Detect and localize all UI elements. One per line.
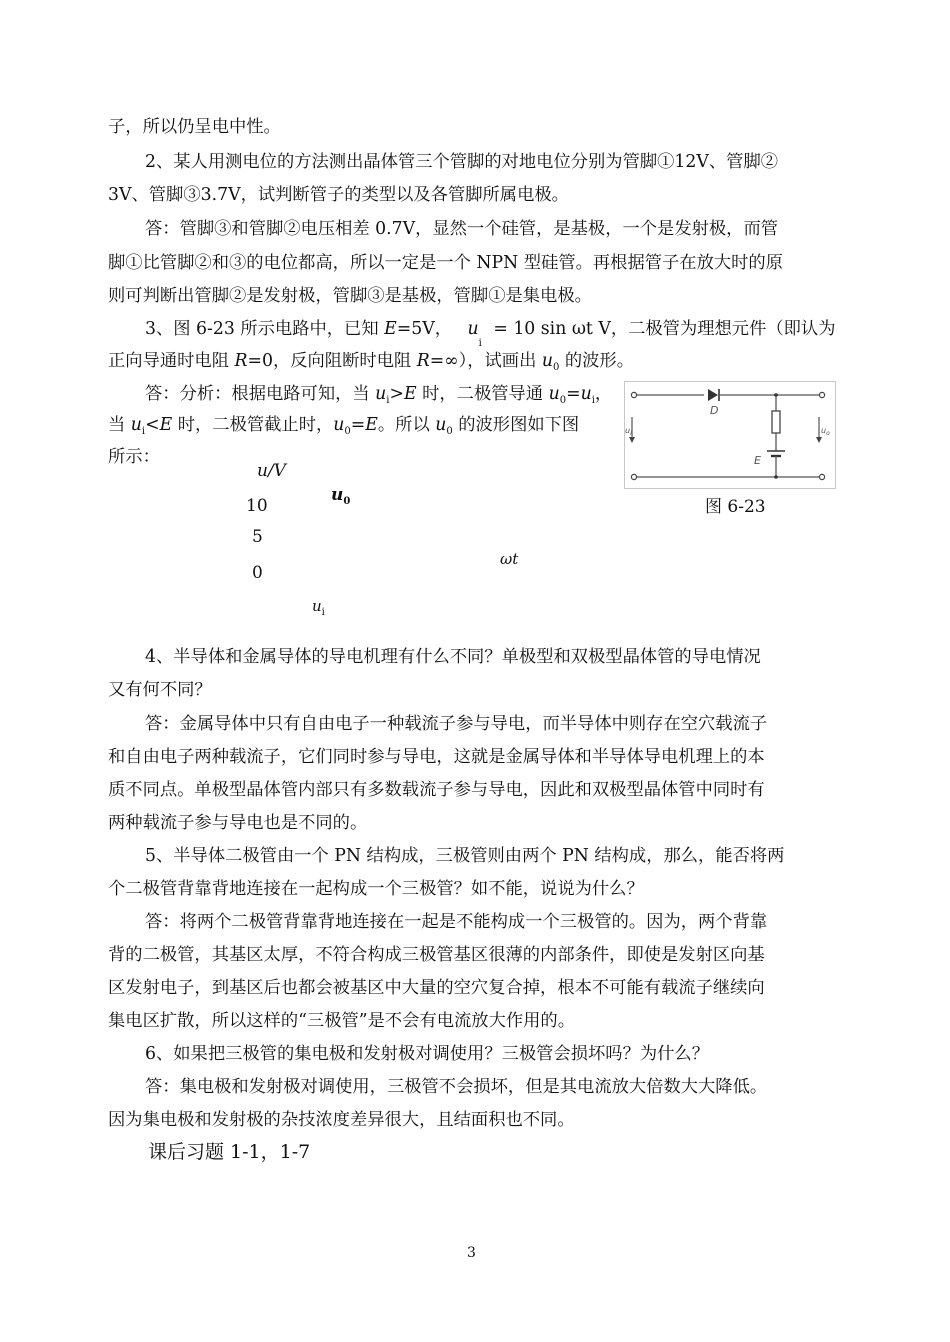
graph-tick-0: 0 xyxy=(252,563,263,583)
answer-6-line-1: 答：集电极和发射极对调使用，三极管不会损坏，但是其电流放大倍数大大降低。 xyxy=(145,1077,768,1097)
diode-symbol xyxy=(708,389,718,401)
answer-2-line-3: 则可判断出管脚②是发射极，管脚③是基极，管脚①是集电极。 xyxy=(108,286,592,306)
formula: = 10 sin ωt xyxy=(493,319,593,339)
question-2-line-1: 2、某人用测电位的方法测出晶体管三个管脚的对地电位分别为管脚①12V、管脚② xyxy=(145,152,779,172)
graph-omega-t-label: ωt xyxy=(500,550,519,568)
answer-5-line-2: 背的二极管，其基区太厚，不符合构成三极管基区很薄的内部条件，即使是发射区向基 xyxy=(108,945,765,965)
terminal-in-top xyxy=(631,392,636,397)
answer-4-line-2: 和自由电子两种载流子，它们同时参与导电，这就是金属导体和半导体导电机理上的本 xyxy=(108,747,765,767)
answer-5-line-1: 答：将两个二极管背靠背地连接在一起是不能构成一个三极管的。因为，两个背靠 xyxy=(145,912,768,932)
question-5-line-1: 5、半导体二极管由一个 PN 结构成，三极管则由两个 PN 结构成，那么，能否将两 xyxy=(145,846,785,866)
answer-3-line-2: 当 $u_i<E$ 时，二极管截止时，$u_0=E$。所以 $u_0$ 的波形图如下图 xyxy=(108,415,580,437)
figure-caption: 图 6-23 xyxy=(705,497,766,517)
circuit-diagram xyxy=(624,381,836,489)
answer-4-line-3: 质不同点。单极型晶体管内部只有多数载流子参与导电，因此和双极型晶体管中同时有 xyxy=(108,780,765,800)
page-number: 3 xyxy=(467,1245,476,1261)
resistor-symbol xyxy=(772,411,780,433)
terminal-out-bottom xyxy=(819,474,824,479)
graph-u0-label: $u_0$ xyxy=(331,485,351,507)
junction-dot-top xyxy=(774,393,778,397)
homework-line: 课后习题 1-1，1-7 xyxy=(148,1141,311,1163)
answer-6-line-2: 因为集电极和发射极的杂技浓度差异很大，且结面积也不同。 xyxy=(108,1110,575,1130)
answer-3-line-1: 答：分析：根据电路可知，当 $u_i>E$ 时，二极管导通 $u_0=u_i$， xyxy=(145,384,613,406)
question-3-line-2: 正向导通时电阻 R=0，反向阻断时电阻 R=∞），试画出 $u_0$ 的波形。 xyxy=(108,351,634,373)
output-voltage-label: $u_o$ xyxy=(821,426,830,437)
terminal-in-bottom xyxy=(631,474,636,479)
answer-3-line-3: 所示： xyxy=(108,447,160,467)
graph-ui-label: $u_i$ xyxy=(312,597,325,618)
answer-2-line-1: 答：管脚③和管脚②电压相差 0.7V，显然一个硅管，是基极，一个是发射极，而管 xyxy=(145,219,779,239)
graph-y-axis-label: u/V xyxy=(257,461,286,481)
junction-dot-bottom xyxy=(774,475,778,479)
arrow-ui-head xyxy=(629,437,635,443)
terminal-out-top xyxy=(819,392,824,397)
question-6-line-1: 6、如果把三极管的集电极和发射极对调使用？三极管会损坏吗？为什么？ xyxy=(145,1044,709,1064)
answer-5-line-4: 集电区扩散，所以这样的“三极管”是不会有电流放大作用的。 xyxy=(108,1011,575,1031)
arrow-uo-head xyxy=(816,437,822,443)
answer-4-line-4: 两种载流子参与导电也是不同的。 xyxy=(108,813,368,833)
answer-2-line-2: 脚①比管脚②和③的电位都高，所以一定是一个 NPN 型硅管。再根据管子在放大时的原 xyxy=(108,253,783,273)
answer-5-line-3: 区发射电子，到基区后也都会被基区中大量的空穴复合掉，根本不可能有载流子继续向 xyxy=(108,978,765,998)
circuit-frame xyxy=(625,382,836,489)
question-4-line-1: 4、半导体和金属导体的导电机理有什么不同？单极型和双极型晶体管的导电情况 xyxy=(145,647,761,667)
question-3-line-1: 3、图 6-23 所示电路中，已知 E=5V， $u_i = 10$ sin ωt V，二极管为理想元件（即认为 xyxy=(145,319,836,349)
input-voltage-label: $u_i$ xyxy=(625,426,632,437)
answer-4-line-1: 答：金属导体中只有自由电子一种载流子参与导电，而半导体中则存在空穴载流子 xyxy=(145,714,768,734)
graph-tick-5: 5 xyxy=(252,527,263,547)
question-5-line-2: 个二极管背靠背地连接在一起构成一个三极管？如不能，说说为什么？ xyxy=(108,879,644,899)
battery-label: E xyxy=(754,454,761,467)
diode-label: D xyxy=(710,404,719,417)
question-2-line-2: 3V、管脚③3.7V，试判断管子的类型以及各管脚所属电极。 xyxy=(108,185,569,205)
paragraph-line: 子，所以仍呈电中性。 xyxy=(108,117,281,137)
graph-tick-10: 10 xyxy=(246,496,268,516)
question-4-line-2: 又有何不同？ xyxy=(108,680,212,700)
